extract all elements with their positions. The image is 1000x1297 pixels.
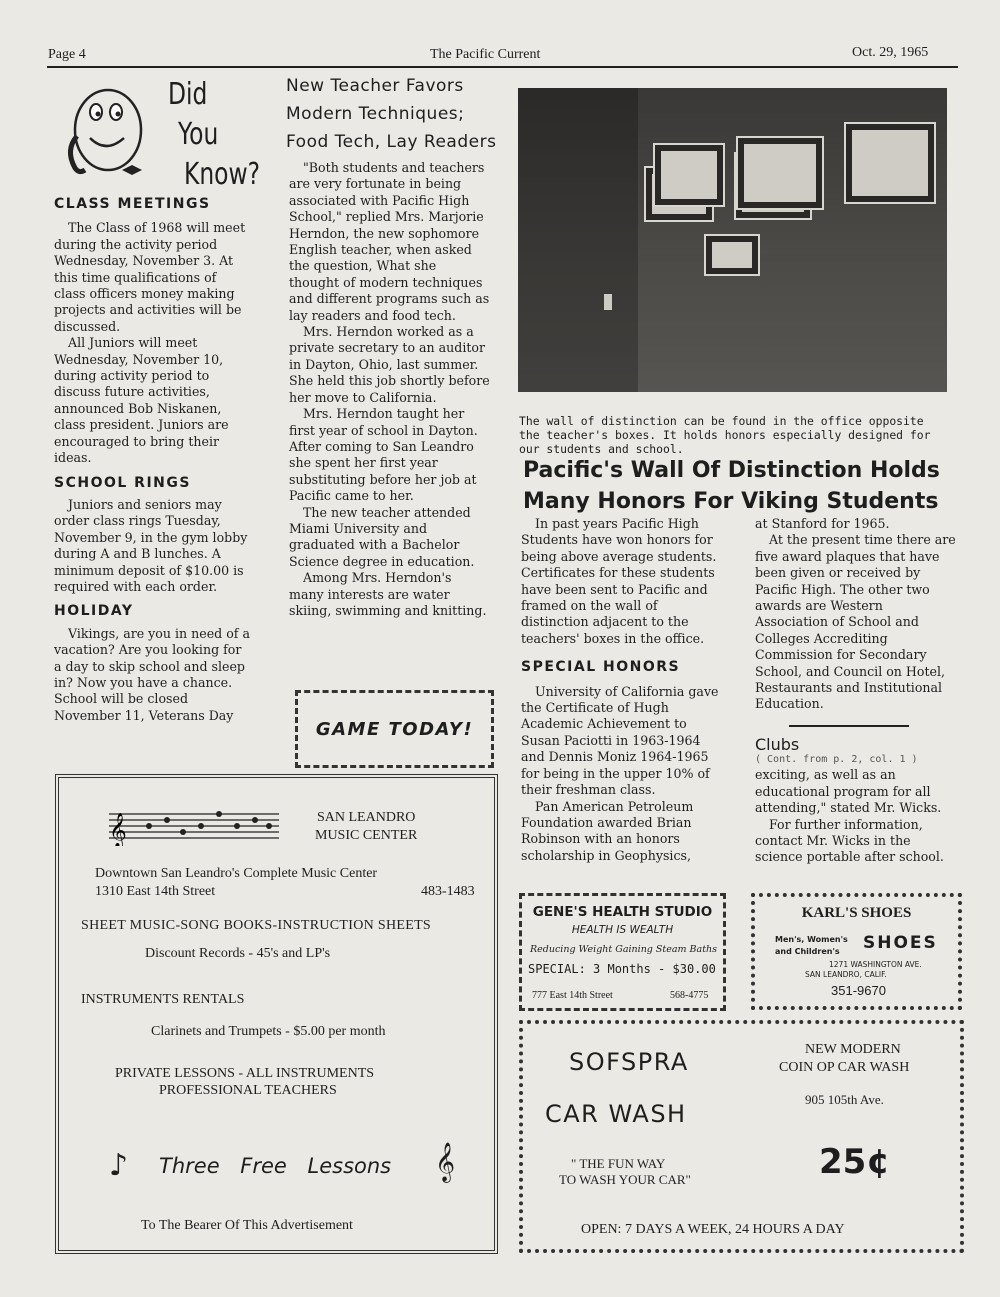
music-staff-icon [109,806,279,846]
treble-clef-icon: 𝄞 [435,1142,456,1182]
carwash-new-modern: NEW MODERN [805,1042,901,1057]
teacher-headline-line1: New Teacher Favors [286,76,464,96]
photo-caption-line2: the teacher's boxes. It holds honors especially designed for [519,428,931,442]
music-center-name-1: SAN LEANDRO [317,810,416,825]
karls-shoes-word: SHOES [863,933,938,953]
teacher-paragraph-1: "Both students and teachers are very fortunate in being associated with Pacific High School," replied Mrs. Marjorie Herndon, the new sophomore English teacher, when asked the question, What she thought of modern techniques and different programs such as lay readers and food tech. [289,160,490,323]
carwash-hours: OPEN: 7 DAYS A WEEK, 24 HOURS A DAY [581,1222,845,1237]
music-center-name-2: MUSIC CENTER [315,828,418,843]
teacher-headline-line2: Modern Techniques; [286,104,465,124]
plaque-3 [653,143,725,207]
class-meetings-heading: CLASS MEETINGS [54,196,211,212]
genes-phone: 568-4775 [670,990,709,1001]
wall-headline-line2: Many Honors For Viking Students [523,489,939,514]
school-rings-paragraph: Juniors and seniors may order class rings Tuesday, November 9, in the gym lobby during A and B lunches. A minimum deposit of $10.00 is required with each order. [54,496,248,594]
wall-paragraph-plaques: At the present time there are five award plaques that have been given or received by Pacific High. The other two awards are Western Association of School and Colleges Accrediting Commission for Secondary School, and Council on Hotel, Restaurants and Institutional Education. [755,532,956,712]
carwash-fun-1: " THE FUN WAY [571,1156,666,1171]
teacher-paragraph-4: The new teacher attended Miami University and graduated with a Bachelor Science degree in education. [289,504,475,569]
column-one [54,196,250,724]
genes-name: GENE'S HEALTH STUDIO [532,904,713,920]
issue-date: Oct. 29, 1965 [852,45,929,60]
music-sheet-line: SHEET MUSIC-SONG BOOKS-INSTRUCTION SHEETS [81,918,432,933]
plaque-5 [844,122,936,204]
clubs-continued-note: ( Cont. from p. 2, col. 1 ) [755,754,918,766]
karls-address-1: 1271 WASHINGTON AVE. [829,960,922,969]
music-lessons-line: PRIVATE LESSONS - ALL INSTRUMENTS [115,1066,375,1081]
three-free-lessons: Three Free Lessons [159,1154,392,1178]
wall-column-right [755,516,959,866]
genes-health-studio-ad [519,893,726,1011]
music-center-tagline: Downtown San Leandro's Complete Music Center [95,866,378,881]
sofspra-car-wash-ad [519,1020,964,1253]
photo-caption [519,414,959,456]
wall-column-left [521,516,727,864]
music-center-address: 1310 East 14th Street [95,884,216,899]
carwash-price: 25¢ [819,1142,890,1182]
cartoon-face-icon [60,78,170,188]
wall-story-headline [523,455,963,517]
teacher-paragraph-2: Mrs. Herndon worked as a private secretary to an auditor in Dayton, Ohio, last summer. She held this job shortly before her move to California. [289,324,490,405]
karls-subtitle-1: Men's, Women's [775,935,848,944]
karls-shoes-ad [751,893,962,1010]
genes-special: SPECIAL: 3 Months - $30.00 [528,962,716,976]
teacher-paragraph-3: Mrs. Herndon taught her first year of school in Dayton. After coming to San Leandro she spent her first year substituting before her job at Pacific came to her. [289,406,478,504]
column-two [289,160,490,619]
clubs-paragraph-1: exciting, as well as an educational program for all attending," stated Mr. Wicks. [755,767,942,816]
genes-slogan: HEALTH IS WEALTH [571,924,674,936]
genes-address: 777 East 14th Street [532,990,613,1001]
karls-phone: 351-9670 [831,983,886,998]
holiday-paragraph: Vikings, are you in need of a vacation? Are you looking for a day to skip school and sleep in? Now you have a chance. School will be closed November 11, Veterans Day [54,625,250,723]
photo-caption-line1: The wall of distinction can be found in the office opposite [519,414,924,428]
class-meetings-paragraph-1: The Class of 1968 will meet during the activity period Wednesday, November 3. At this time qualifications of class officers money making projects and activities will be discussed. [54,220,246,334]
eighth-note-icon: ♪ [109,1148,129,1183]
wall-paragraph-continued: at Stanford for 1965. [755,516,890,531]
article-end-rule [789,725,909,727]
music-center-phone: 483-1483 [421,884,475,899]
page-number: Page 4 [48,47,86,62]
genes-services: Reducing Weight Gaining Steam Baths [530,944,718,955]
did-you-know-line1: Did [168,77,208,112]
holiday-heading: HOLIDAY [54,603,134,620]
music-center-ad [55,774,498,1254]
svg-text:𝄞: 𝄞 [109,813,127,846]
special-honors-paragraph-1: University of California gave the Certificate of Hugh Academic Achievement to Susan Paciotti in 1963-1964 and Dennis Moniz 1964-1965 for being in the upper 10% of their freshman class. [521,683,719,798]
light-switch [604,294,612,310]
special-honors-paragraph-2: Pan American Petroleum Foundation awarded Brian Robinson with an honors scholarship in Geophysics, [521,798,694,863]
bearer-line: To The Bearer Of This Advertisement [141,1218,353,1233]
carwash-address: 905 105th Ave. [805,1092,884,1107]
music-clarinets-line: Clarinets and Trumpets - $5.00 per month [151,1024,386,1039]
clubs-heading: Clubs [755,734,800,754]
plaque-4 [736,136,824,210]
wall-paragraph-1: In past years Pacific High Students have won honors for being above average students. Certificates for these students have been sent to Pacific and framed on the wall of distinction adjacent to the teachers' boxes in the office. [521,516,717,646]
game-today-box [295,690,494,768]
special-honors-heading: SPECIAL HONORS [521,659,681,676]
music-teachers-line: PROFESSIONAL TEACHERS [159,1083,337,1098]
teacher-headline-line3: Food Tech, Lay Readers [286,132,497,152]
wall-headline-line1: Pacific's Wall Of Distinction Holds [523,458,940,483]
class-meetings-paragraph-2: All Juniors will meet Wednesday, November 10, during activity period to discuss future activities, announced Bob Niskanen, class president. Juniors are encouraged to bring their ideas. [54,335,229,466]
newspaper-title: The Pacific Current [430,47,541,62]
school-rings-heading: SCHOOL RINGS [54,474,191,491]
music-records-line: Discount Records - 45's and LP's [145,946,331,961]
plaque-6 [704,234,760,276]
header-rule [47,66,958,68]
carwash-coin-op: COIN OP CAR WASH [779,1060,910,1075]
teacher-paragraph-5: Among Mrs. Herndon's many interests are water skiing, swimming and knitting. [289,570,487,618]
karls-subtitle-2: and Children's [775,947,840,956]
photo-caption-line3: our students and school. [519,442,684,456]
game-today-text: GAME TODAY! [315,719,474,740]
music-rentals-line: INSTRUMENTS RENTALS [81,992,245,1007]
karls-address-2: SAN LEANDRO, CALIF. [805,970,887,979]
wall-of-distinction-photo [518,88,947,392]
did-you-know-line3: Know? [184,157,261,192]
karls-name: KARL'S SHOES [801,905,912,921]
carwash-fun-2: TO WASH YOUR CAR" [559,1172,691,1187]
clubs-paragraph-2: For further information, contact Mr. Wicks in the science portable after school. [755,816,944,865]
teacher-story-headline [286,72,498,156]
carwash-name-2: CAR WASH [545,1100,687,1128]
did-you-know-line2: You [178,117,219,152]
carwash-name-1: SOFSPRA [569,1048,689,1076]
